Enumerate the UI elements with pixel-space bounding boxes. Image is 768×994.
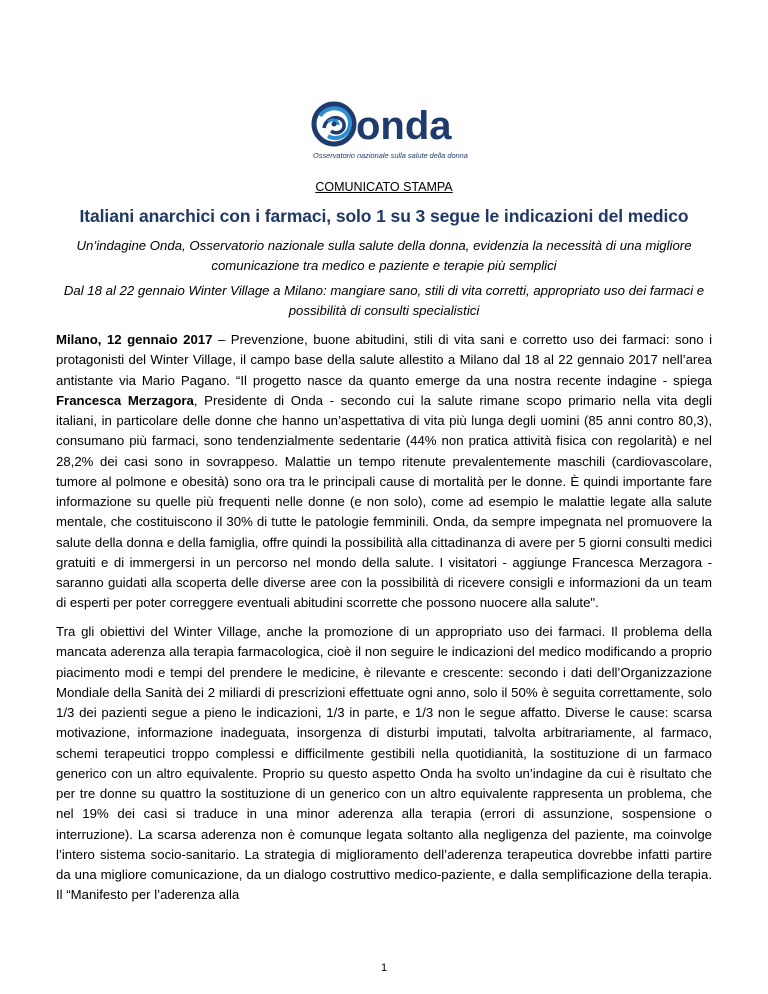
subtitle-2: Dal 18 al 22 gennaio Winter Village a Milano: mangiare sano, stili di vita corretti, appropriato uso dei farmaci e possibilità di consulti specialistici [63, 283, 705, 318]
dateline: Milano, 12 gennaio 2017 [56, 332, 213, 347]
onda-logo-graphic [300, 84, 476, 170]
swirl-icon [314, 104, 354, 144]
logo-tagline: Osservatorio nazionale sulla salute della donna [313, 151, 468, 160]
paragraph-1-text-b: , Presidente di Onda - secondo cui la salute rimane scopo primario nella vita degli italiani, in particolare delle donne che hanno un’aspettativa di vita più lunga degli uomini (85 anni contro 80,3), consumano più farmaci, sono tendenzialmente sedentarie (44% non pratica attività fisica con regolarità) e nel 28,2% dei casi sono in sovrappeso. Malattie un tempo ritenute prevalentemente maschili (cardiovascolare, tumore al polmone e obesità) sono ora tra le principali cause di mortalità per le donne. È quindi importante fare informazione su quelle più frequenti nelle donne (e non solo), come ad esempio le malattie legate alla salute mentale, che costituiscono il 30% di tutte le patologie femminili. Onda, da sempre impegnata nel promuovere la salute della donna e della famiglia, offre quindi la possibilità alla cittadinanza di avere per 5 giorni consulti medici gratuiti e di immergersi in un percorso nel mondo della salute. I visitatori - aggiunge Francesca Merzagora - saranno guidati alla scoperta delle diverse aree con la possibilità di ricevere consigli e informazioni da un team di esperti per poter correggere eventuali abitudini scorrette che possono nuocere alla salute". [56, 392, 712, 611]
spokesperson-name: Francesca Merzagora [56, 392, 194, 408]
paragraph-1 [56, 330, 712, 614]
doc-label: COMUNICATO STAMPA [315, 180, 453, 194]
headline: Italiani anarchici con i farmaci, solo 1 su 3 segue le indicazioni del medico [79, 206, 689, 226]
logo-wordmark: onda [356, 104, 452, 148]
paragraph-1-text-a: – Prevenzione, buone abitudini, stili di vita sani e corretto uso dei farmaci: sono i protagonisti del Winter Village, il campo base della salute allestito a Milano dal 18 al 22 gennaio 2017 nell’area antistante via Mario Pagano. “Il progetto nasce da quanto emerge da una nostra recente indagine - spiega [56, 332, 712, 388]
paragraph-2: Tra gli obiettivi del Winter Village, anche la promozione di un appropriato uso dei farmaci. Il problema della mancata aderenza alla terapia farmacologica, cioè il non seguire le indicazioni del medico modificando a proprio piacimento modi e tempi del prendere le medicine, è rilevante e crescente: secondo i dati dell’Organizzazione Mondiale della Sanità dei 2 miliardi di prescrizioni effettuate ogni anno, solo il 50% è seguita correttamente, solo 1/3 dei pazienti segue a pieno le indicazioni, 1/3 in parte, e 1/3 non le segue affatto. Diverse le cause: scarsa motivazione, informazione inadeguata, insorgenza di disturbi imputati, talvolta arbitrariamente, al farmaco, schemi terapeutici troppo complessi e difficilmente gestibili nella quotidianità, la sostituzione di un farmaco generico con un altro equivalente. Proprio su questo aspetto Onda ha svolto un’indagine da cui è risultato che per tre donne su quattro la sostituzione di un generico con un altro equivalente rappresenta un problema, che nel 19% dei casi si traduce in una minor aderenza alla terapia (errori di assunzione, sospensione o interruzione). La scarsa aderenza non è comunque legata soltanto alla negligenza del paziente, ma coinvolge l’intero sistema socio-sanitario. La strategia di miglioramento dell’aderenza terapeutica dovrebbe infatti partire da una migliore comunicazione, da un dialogo costruttivo medico-paziente, e dalla semplificazione della terapia. Il “Manifesto per l’aderenza alla [56, 624, 712, 903]
subtitle-1: Un’indagine Onda, Osservatorio nazionale sulla salute della donna, evidenzia la necessità di una migliore comunicazione tra medico e paziente e terapie più semplici [76, 238, 692, 273]
page-number: 1 [380, 962, 388, 974]
onda-logo [300, 84, 476, 170]
